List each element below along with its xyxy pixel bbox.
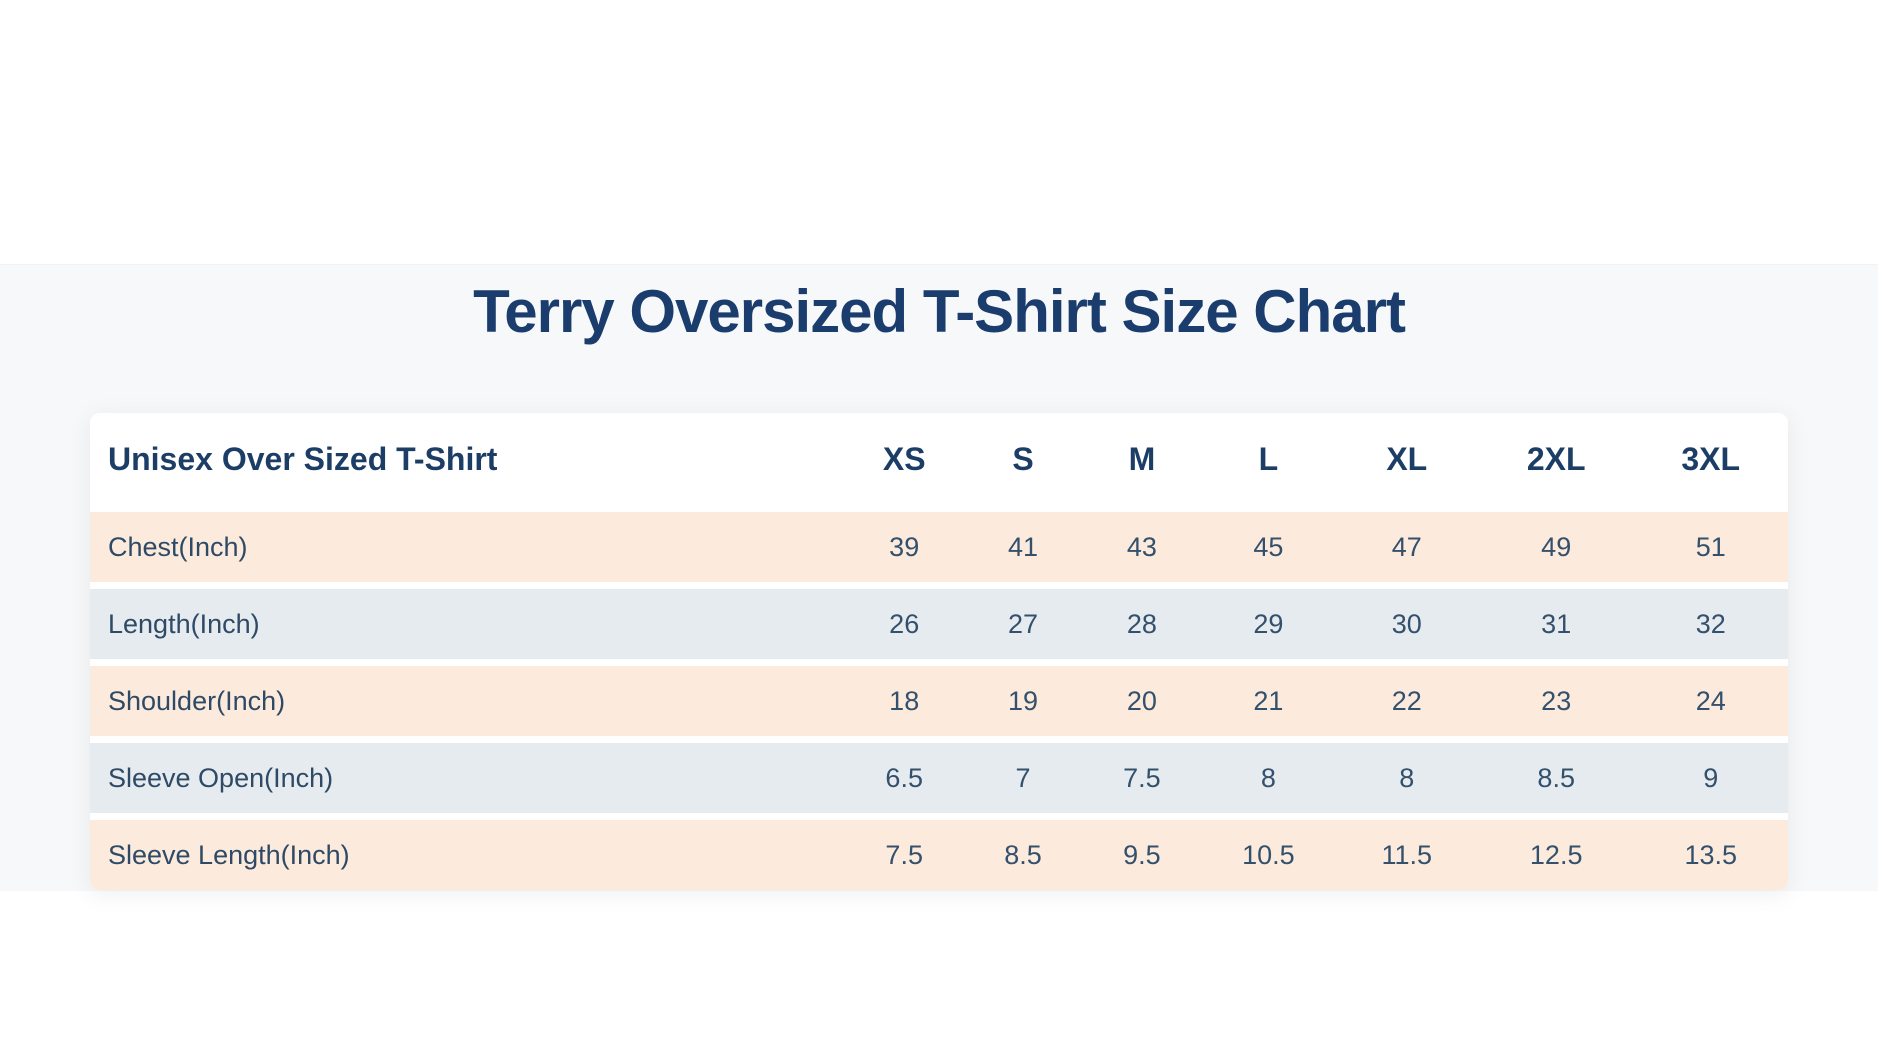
size-value-cell: 8.5 bbox=[1479, 740, 1634, 817]
size-value-cell: 9 bbox=[1633, 740, 1788, 817]
size-value-cell: 49 bbox=[1479, 509, 1634, 586]
size-value-cell: 12.5 bbox=[1479, 817, 1634, 891]
size-value-cell: 27 bbox=[964, 586, 1081, 663]
size-value-cell: 9.5 bbox=[1082, 817, 1203, 891]
table-row bbox=[90, 663, 1788, 740]
size-column-header: 3XL bbox=[1633, 413, 1788, 509]
size-value-cell: 31 bbox=[1479, 586, 1634, 663]
size-value-cell: 21 bbox=[1202, 663, 1334, 740]
size-value-cell: 11.5 bbox=[1335, 817, 1479, 891]
size-value-cell: 8 bbox=[1335, 740, 1479, 817]
size-chart-section bbox=[0, 264, 1878, 891]
row-label: Length(Inch) bbox=[90, 586, 844, 663]
size-value-cell: 26 bbox=[844, 586, 965, 663]
size-chart-header bbox=[90, 413, 1788, 509]
size-value-cell: 29 bbox=[1202, 586, 1334, 663]
size-value-cell: 13.5 bbox=[1633, 817, 1788, 891]
size-value-cell: 6.5 bbox=[844, 740, 965, 817]
size-value-cell: 28 bbox=[1082, 586, 1203, 663]
size-value-cell: 10.5 bbox=[1202, 817, 1334, 891]
size-chart-table bbox=[90, 413, 1788, 890]
table-row bbox=[90, 740, 1788, 817]
size-value-cell: 20 bbox=[1082, 663, 1203, 740]
size-value-cell: 7.5 bbox=[1082, 740, 1203, 817]
size-column-header: M bbox=[1082, 413, 1203, 509]
table-row bbox=[90, 509, 1788, 586]
size-value-cell: 8 bbox=[1202, 740, 1334, 817]
size-column-header: S bbox=[964, 413, 1081, 509]
size-value-cell: 22 bbox=[1335, 663, 1479, 740]
size-value-cell: 8.5 bbox=[964, 817, 1081, 891]
table-row bbox=[90, 817, 1788, 891]
size-column-header: L bbox=[1202, 413, 1334, 509]
size-value-cell: 19 bbox=[964, 663, 1081, 740]
size-value-cell: 24 bbox=[1633, 663, 1788, 740]
size-value-cell: 41 bbox=[964, 509, 1081, 586]
size-value-cell: 32 bbox=[1633, 586, 1788, 663]
row-label: Sleeve Open(Inch) bbox=[90, 740, 844, 817]
size-value-cell: 47 bbox=[1335, 509, 1479, 586]
size-column-header: XL bbox=[1335, 413, 1479, 509]
size-value-cell: 7 bbox=[964, 740, 1081, 817]
size-chart-body bbox=[90, 509, 1788, 891]
size-value-cell: 23 bbox=[1479, 663, 1634, 740]
size-value-cell: 39 bbox=[844, 509, 965, 586]
table-row bbox=[90, 586, 1788, 663]
size-value-cell: 45 bbox=[1202, 509, 1334, 586]
size-value-cell: 18 bbox=[844, 663, 965, 740]
table-title-header: Unisex Over Sized T-Shirt bbox=[90, 413, 844, 509]
size-column-header: XS bbox=[844, 413, 965, 509]
size-value-cell: 43 bbox=[1082, 509, 1203, 586]
page-title: Terry Oversized T-Shirt Size Chart bbox=[473, 278, 1405, 345]
row-label: Shoulder(Inch) bbox=[90, 663, 844, 740]
row-label: Sleeve Length(Inch) bbox=[90, 817, 844, 891]
header-row bbox=[90, 413, 1788, 509]
size-value-cell: 30 bbox=[1335, 586, 1479, 663]
row-label: Chest(Inch) bbox=[90, 509, 844, 586]
size-value-cell: 7.5 bbox=[844, 817, 965, 891]
size-column-header: 2XL bbox=[1479, 413, 1634, 509]
size-chart-card bbox=[90, 413, 1788, 890]
top-white-band bbox=[0, 0, 1878, 264]
size-value-cell: 51 bbox=[1633, 509, 1788, 586]
